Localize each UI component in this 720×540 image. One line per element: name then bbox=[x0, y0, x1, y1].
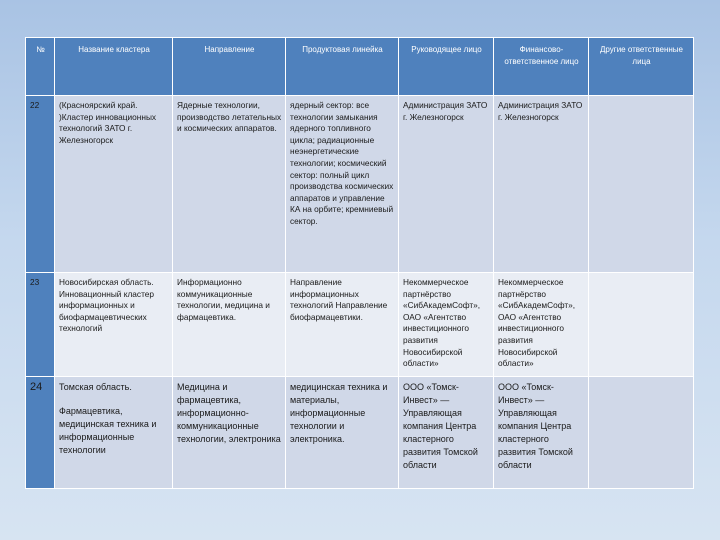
other-persons-cell bbox=[589, 273, 694, 377]
header-number: № bbox=[26, 38, 55, 96]
cluster-region: Томская область. bbox=[59, 382, 132, 392]
table-row bbox=[26, 96, 694, 273]
manager-cell: Некоммерческое партнёрство «СибАкадемСофт», ОАО «Агентство инвестиционного развития Новосибирской области» bbox=[399, 273, 494, 377]
clusters-table bbox=[25, 37, 694, 489]
row-number: 23 bbox=[26, 273, 55, 377]
header-manager: Руководящее лицо bbox=[399, 38, 494, 96]
product-line-cell: Направление информационных технологий Направление биофармацевтики. bbox=[286, 273, 399, 377]
cluster-name-cell: (Красноярский край. )Кластер инновационных технологий ЗАТО г. Железногорск bbox=[55, 96, 173, 273]
direction-cell: Информационно коммуникационные технологии, медицина и фармацевтика. bbox=[173, 273, 286, 377]
header-row bbox=[26, 38, 694, 96]
row-number: 24 bbox=[26, 377, 55, 489]
cluster-name-cell bbox=[55, 377, 173, 489]
other-persons-cell bbox=[589, 96, 694, 273]
direction-cell: Ядерные технологии, производство летательных и космических аппаратов. bbox=[173, 96, 286, 273]
header-product-line: Продуктовая линейка bbox=[286, 38, 399, 96]
finance-person-cell: Администрация ЗАТО г. Железногорск bbox=[494, 96, 589, 273]
manager-cell: Администрация ЗАТО г. Железногорск bbox=[399, 96, 494, 273]
cluster-description: Фармацевтика, медицинская техника и информационные технологии bbox=[59, 406, 157, 455]
finance-person-cell: ООО «Томск-Инвест» — Управляющая компания Центра кластерного развития Томской области bbox=[494, 377, 589, 489]
header-finance-person: Финансово-ответственное лицо bbox=[494, 38, 589, 96]
table-row bbox=[26, 377, 694, 489]
other-persons-cell bbox=[589, 377, 694, 489]
header-direction: Направление bbox=[173, 38, 286, 96]
finance-person-cell: Некоммерческое партнёрство «СибАкадемСофт», ОАО «Агентство инвестиционного развития Новосибирской области» bbox=[494, 273, 589, 377]
table-row bbox=[26, 273, 694, 377]
direction-cell: Медицина и фармацевтика, информационно-коммуникационные технологии, электроника bbox=[173, 377, 286, 489]
cluster-name-cell: Новосибирская область. Инновационный кластер информационных и биофармацевтических технологий bbox=[55, 273, 173, 377]
product-line-cell: ядерный сектор: все технологии замыкания ядерного топливного цикла; радиационные неэнергетические технологии; космический сектор: полный цикл производства космических аппаратов и управление КА на орбите; кремниевый сектор. bbox=[286, 96, 399, 273]
header-cluster-name: Название кластера bbox=[55, 38, 173, 96]
row-number: 22 bbox=[26, 96, 55, 273]
product-line-cell: медицинская техника и материалы, информационные технологии и электроника. bbox=[286, 377, 399, 489]
header-other-persons: Другие ответственные лица bbox=[589, 38, 694, 96]
manager-cell: ООО «Томск-Инвест» — Управляющая компания Центра кластерного развития Томской области bbox=[399, 377, 494, 489]
